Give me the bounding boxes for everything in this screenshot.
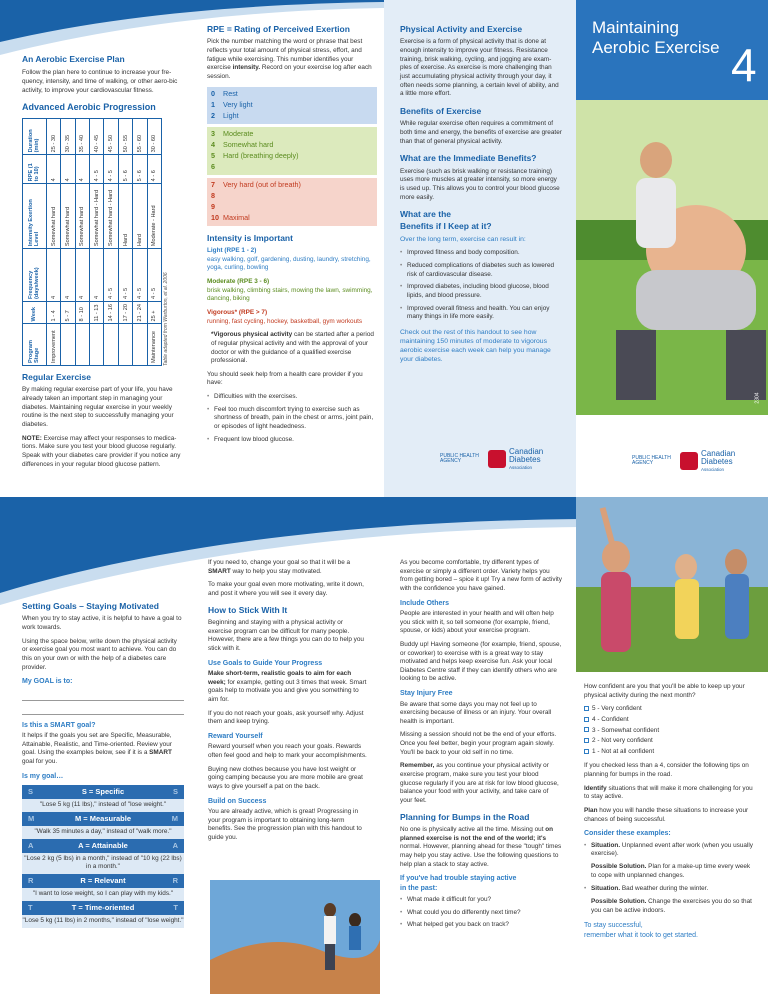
is-my-goal: Is my goal… (22, 772, 64, 780)
cda-logo-icon (488, 450, 506, 468)
rpe-number: 10 (211, 213, 219, 223)
confidence-option[interactable] (584, 748, 754, 757)
partner-logo: PUBLIC HEALTH AGENCY (440, 452, 479, 465)
situation-2: • Situation. Bad weather during the winter. (584, 885, 754, 894)
progression-table (22, 118, 162, 366)
rpe-number: 2 (211, 111, 215, 121)
rpe-row (207, 89, 377, 100)
table-cell: 4 (46, 249, 60, 302)
smart-title: A = Attainable (78, 840, 128, 850)
use-goals-text: Make short-term, realistic goals to aim for each week; for example, getting out 3 times that week. Smart goals help to motivate you and give you something to aim for. (208, 670, 367, 703)
smart-letter-left: A (28, 840, 34, 850)
solution-2: Possible Solution. Change the exercises you do so that you can be active indoors. (591, 897, 752, 914)
logo-pa: PUBLIC HEALTH AGENCY Canadian Diabetes Association (440, 447, 544, 471)
progression-source: Table adapted from Warburton, et al. 2006 (163, 272, 169, 366)
goal-line-2[interactable] (22, 701, 184, 715)
injury-text-2: Missing a session should not be the end of your efforts. Once you feel better, begin your program again slowly. You'll be back to your old self in no time. (400, 731, 557, 756)
smart-letter-left: S (28, 787, 34, 797)
confidence-label: 3 - Somewhat confident (592, 726, 660, 734)
rpe-label: Moderate (223, 129, 254, 139)
table-cell: 5 - 7 (61, 302, 75, 324)
confidence-question: How confident are you that you'll be able to keep up your physical activity during the next month? (584, 683, 745, 699)
others-text-2: Buddy up! Having someone (for example, friend, spouse, or coworker) to exercise with is a great way to stay motivated and helps keep exercise fun. Ask your local Diabetes Centre staff if they can identify others who are looking to be active. (400, 640, 562, 683)
doc-code: 2304 (754, 392, 761, 404)
table-cell (75, 324, 89, 366)
plan-title: An Aerobic Exercise Plan (22, 54, 125, 64)
table-cell: 4 (75, 155, 89, 184)
regular-note: NOTE: Exercise may affect your responses to medica-tions. Make sure you test your blood glucose regularly. Speak with your diabetes care provider if you notice any differences in your regular blood glucose pattern. (22, 434, 181, 468)
others-title: Include Others (400, 599, 450, 607)
immediate-text: Exercise (such as brisk walking or resistance training) uses more muscles at greater intensity, so more energy is used up. This allows you to control your blood glucose more easily. (400, 167, 560, 201)
table-header-row (23, 119, 47, 366)
smart-title: R = Relevant (80, 876, 126, 886)
smart-heading (22, 901, 184, 915)
keep-list (400, 249, 562, 321)
rpe-row (207, 162, 377, 173)
table-cell: Moderate - Hard (147, 184, 161, 249)
reward-text-2: Buying new clothes because you have lost weight or going camping because you are more mobile are great ways to give yourself a pat on the back. (208, 765, 363, 790)
keep-item: • Reduced complications of diabetes such as lowered risk of cardiovascular disease. (400, 262, 562, 279)
intensity-title: Intensity is Important (207, 232, 293, 243)
rpe-number: 7 (211, 180, 215, 190)
cover-panel (576, 0, 768, 497)
rpe-number: 9 (211, 202, 215, 212)
table-cell: 45 - 50 (104, 119, 118, 155)
goals-p2: Using the space below, write down the physical activity or exercise goal you most want to achieve. You can do this on your own or with the help of a diabetes care provider. (22, 637, 177, 671)
table-cell: 4 (90, 249, 104, 302)
regular-section (22, 372, 188, 474)
rpe-label: Somewhat hard (223, 140, 274, 150)
confidence-label: 5 - Very confident (592, 705, 642, 713)
plan-text: Plan how you will handle these situations to increase your chances of being successful. (584, 807, 749, 823)
table-cell: 35 - 40 (75, 119, 89, 155)
table-header-cell: Week (23, 302, 47, 324)
rpe-label: Light (223, 111, 239, 121)
table-header-cell: Program Stage (23, 324, 47, 366)
injury-text-1: Be aware that some days you may not feel up to exercising because of illness or an injury. Your overall health is important. (400, 700, 552, 725)
rpe-group-vigorous (207, 178, 377, 226)
confidence-option[interactable] (584, 705, 754, 714)
table-cell: 30 - 60 (147, 119, 161, 155)
checkbox[interactable] (584, 727, 589, 732)
keep-item: • Improved fitness and body composition. (400, 249, 562, 258)
stick-p1: Beginning and staying with a physical activity or exercise program can be difficult for many people. However, there are a few things you can do to help you stick with it. (208, 619, 364, 652)
table-row (61, 119, 75, 366)
trouble-item: • What helped get you back on track? (400, 921, 562, 930)
stick-intro: If you need to, change your goal so that it will be a SMART way to help you stay motivated. (208, 559, 351, 575)
use-goals-title: Use Goals to Guide Your Progress (208, 659, 323, 667)
table-cell (118, 324, 132, 366)
table-row (133, 119, 147, 366)
rpe-number: 3 (211, 129, 215, 139)
stick-section (208, 559, 368, 848)
rpe-label: Hard (breathing deeply) (223, 151, 299, 161)
table-cell: 4 (61, 249, 75, 302)
rpe-number: 8 (211, 191, 215, 201)
pa-cta: Check out the rest of this handout to see how maintaining 150 minutes of moderate to vigorous aerobic exercise each week can help you manage your diabetes. (400, 328, 551, 364)
rpe-number: 1 (211, 100, 215, 110)
trouble-title-2: in the past: (400, 884, 438, 892)
trouble-title-1: If you've had trouble staying active (400, 875, 517, 883)
smart-letter-right: A (172, 840, 178, 850)
examples-list (584, 842, 754, 859)
mid-section (400, 559, 562, 934)
rpe-row (207, 100, 377, 111)
examples-title: Consider these examples: (584, 830, 671, 838)
seek-item: • Feel too much discomfort trying to exercise such as shortness of breath, pain in the chest or arms, joint pain, or episodes of light headedness. (207, 406, 377, 432)
stick-title: How to Stick With It (208, 604, 288, 615)
smart-letter-right: M (171, 813, 178, 823)
reward-text-1: Reward yourself when you reach your goals. Rewards often feel good and help to mark your accomplishments. (208, 743, 367, 759)
rpe-row (207, 202, 377, 213)
table-header-cell: RPE (1 to 10) (23, 155, 47, 184)
rpe-number: 4 (211, 140, 215, 150)
table-cell: 1 - 4 (46, 302, 60, 324)
table-header-cell: Intensity Exertion Level (23, 184, 47, 249)
table-row (75, 119, 89, 366)
table-cell: 14 - 16 (104, 302, 118, 324)
stick-intro-2: To make your goal even more motivating, write it down, and post it where you will see it every day. (208, 581, 364, 597)
bumps-text: No one is physically active all the time. Missing out on planned exercise is not the end of the world; it's normal. However, planning ahead for these "tough" times may help you stay active. Use the following questions to help plan a stack to stay active. (400, 826, 562, 868)
rpe-row (207, 111, 377, 122)
table-cell: 4 (46, 155, 60, 184)
seek-help: You should seek help from a health care provider if you have: (207, 370, 363, 387)
benefits-title: Benefits of Exercise (400, 105, 482, 116)
identify-text: Identify situations that will make it more challenging for you to stay active. (584, 784, 753, 801)
table-cell: 11 - 13 (90, 302, 104, 324)
seek-list (207, 393, 377, 444)
rpe-row (207, 191, 377, 202)
confidence-label: 2 - Not very confident (592, 737, 653, 745)
situation-1: • Situation. Unplanned event after work (when you usually exercise). (584, 842, 754, 859)
smart-letter-left: M (28, 813, 35, 823)
plan-text: Follow the plan here to continue to increase your fre-quency, intensity, and time of walking, or other aero-bic activity, to improve your cardiovascular fitness. (22, 69, 178, 94)
table-cell: 8 - 10 (75, 302, 89, 324)
keep-title-2: Benefits if I Keep at it? (400, 220, 492, 231)
table-row (46, 119, 60, 366)
rpe-title: RPE = Rating of Perceived Exertion (207, 24, 350, 34)
use-goals-text-2: If you do not reach your goals, ask yourself why. Adjust them and keep trying. (208, 709, 364, 726)
table-cell: Somewhat hard (61, 184, 75, 249)
table-cell: Improvement (46, 324, 60, 366)
table-row (104, 119, 118, 366)
trouble-item: • What could you do differently next time? (400, 909, 562, 918)
smart-list (22, 785, 184, 927)
goals-title: Setting Goals – Staying Motivated (22, 601, 159, 611)
smart-example: "Walk 35 minutes a day," instead of "walk more." (22, 826, 184, 839)
table-cell (104, 324, 118, 366)
table-cell (133, 324, 147, 366)
confidence-label: 1 - Not at all confident (592, 747, 655, 755)
goals-section (22, 601, 184, 928)
table-cell: 21 - 24 (133, 302, 147, 324)
solution-1: Possible Solution. Plan for a make-up time every week to cope with unplanned changes. (591, 863, 751, 879)
intensity-light: easy walking, golf, gardening, dusting, laundry, stretching, yoga, curling, bowling (207, 255, 371, 272)
rpe-row (207, 140, 377, 151)
rpe-number: 6 (211, 162, 215, 172)
cover-title: Maintaining Aerobic Exercise (592, 18, 720, 58)
cda-logo-icon (680, 452, 698, 470)
smart-title: S = Specific (81, 787, 125, 797)
smart-question: Is this a SMART goal? (22, 721, 96, 729)
smart-example: "Lose 2 kg (5 lbs) in a month," instead of "10 kg (22 lbs) in a month." (22, 853, 184, 874)
smart-letter-left: R (28, 876, 34, 886)
rpe-section (207, 24, 377, 448)
rpe-label: Very light (223, 100, 253, 110)
table-cell: 5 - 6 (133, 155, 147, 184)
goals-p1: When you try to stay active, it is helpful to have a goal to work towards. (22, 615, 182, 632)
table-cell: Somewhat hard - Hard (90, 184, 104, 249)
table-header-cell: Duration (min) (23, 119, 47, 155)
injury-title: Stay Injury Free (400, 690, 453, 698)
checkbox[interactable] (584, 749, 589, 754)
progression-title: Advanced Aerobic Progression (22, 102, 156, 113)
smart-example: "Lose 5 kg (11 lbs) in 2 months," instead of "lose weight." (22, 915, 184, 928)
table-cell: Somewhat hard (46, 184, 60, 249)
table-cell (61, 324, 75, 366)
smart-heading (22, 874, 184, 888)
smart-heading (22, 839, 184, 853)
others-text-1: People are interested in your health and will often help you stick with it, so tell someone (for example, friend, spouse, or kids) about your exercise program. (400, 610, 554, 635)
smart-letter-right: T (173, 902, 178, 912)
table-row (147, 119, 161, 366)
table-row (118, 119, 132, 366)
bumps-title: Planning for Bumps in the Road (400, 811, 530, 822)
table-row (90, 119, 104, 366)
confidence-scale (584, 705, 754, 756)
immediate-title: What are the Immediate Benefits? (400, 153, 537, 164)
table-cell: Somewhat hard (75, 184, 89, 249)
keep-intro: Over the long term, exercise can result in: (400, 236, 526, 244)
confidence-option[interactable] (584, 727, 754, 736)
vigorous-note: *Vigorous physical activity can be started after a period of regular physical activity and with the approval of your doctor or with the guidance of a qualified exercise professional. (211, 331, 374, 365)
table-cell: 4 - 5 (118, 249, 132, 302)
smart-title: T = Time-oriented (71, 902, 135, 912)
variety-text: As you become comfortable, try different types of exercise or simply a different order. Variety helps you from getting bored – spice it up! Try a new form of activity with the confidence you have gained. (400, 559, 562, 592)
my-goal-label: My GOAL is to: (22, 678, 73, 686)
table-cell: 25 - 30 (46, 119, 60, 155)
logo-cover: PUBLIC HEALTH AGENCY Canadian Diabetes Association (632, 449, 736, 473)
rpe-label: Very hard (out of breath) (223, 180, 301, 190)
table-cell: 25 + (147, 302, 161, 324)
table-cell: 50 - 55 (118, 119, 132, 155)
rpe-row (207, 129, 377, 140)
confidence-option[interactable] (584, 716, 754, 725)
table-cell: 4 - 5 (104, 249, 118, 302)
table-cell: 17 - 20 (118, 302, 132, 324)
table-cell (90, 324, 104, 366)
trouble-list (400, 896, 562, 930)
class-photo (576, 497, 768, 672)
table-cell: 4 (75, 249, 89, 302)
checkbox[interactable] (584, 738, 589, 743)
smart-text: It helps if the goals you set are Specific, Measurable, Attainable, Realistic, and Time-oriented. Review your goal. Using the examples below, see if it is a SMART goal for you. (22, 732, 172, 766)
seek-item: • Difficulties with the exercises. (207, 393, 377, 402)
intensity-vig-label: Vigorous* (RPE > 7) (207, 308, 268, 316)
rpe-group-light (207, 87, 377, 124)
confidence-section (584, 683, 754, 940)
rpe-group-moderate (207, 127, 377, 175)
reward-title: Reward Yourself (208, 732, 263, 740)
smart-title: M = Measurable (74, 813, 132, 823)
smart-letter-left: T (28, 902, 33, 912)
progression-table-wrap (22, 118, 172, 366)
build-title: Build on Success (208, 797, 267, 805)
injury-text-3: Remember, as you continue your physical activity or exercise program, make sure you test your blood glucose regularly if you are at risk for low blood glucose, balance your food with your activity, and take care of your feet. (400, 762, 559, 804)
table-cell: 4 (61, 155, 75, 184)
smart-letter-right: S (172, 787, 178, 797)
table-cell: 4 - 5 (147, 249, 161, 302)
table-cell: 4 - 5 (133, 249, 147, 302)
rpe-number: 5 (211, 151, 215, 161)
closing-text: To stay successful, remember what it took to get started. (584, 922, 698, 939)
seek-item: • Frequent low blood glucose. (207, 436, 377, 445)
cover-number: 4 (731, 39, 757, 91)
goal-line-1[interactable] (22, 687, 184, 701)
checkbox[interactable] (584, 706, 589, 711)
build-text: You are already active, which is great! Progressing in your program is important to obtaining long-term benefits. See the progression plan with this handout to guide you. (208, 807, 362, 841)
hiking-photo (210, 880, 380, 994)
rpe-label: Rest (223, 89, 238, 99)
table-cell: 4 - 5 (90, 155, 104, 184)
keep-item: • Improved diabetes, including blood glucose, blood lipids, and blood pressure. (400, 283, 562, 300)
intensity-mod-label: Moderate (RPE 3 - 6) (207, 278, 270, 286)
rpe-row (207, 180, 377, 191)
smart-heading (22, 812, 184, 826)
table-cell: Hard (118, 184, 132, 249)
table-cell: 55 - 60 (133, 119, 147, 155)
smart-example: "Lose 5 kg (11 lbs)," instead of "lose weight." (22, 799, 184, 812)
plan-section (22, 54, 188, 118)
pa-section (400, 24, 562, 370)
confidence-p1: If you checked less than a 4, consider the following tips on planning for bumps in the road. (584, 762, 749, 779)
rpe-row (207, 213, 377, 224)
panel-bottom (0, 497, 768, 994)
benefits-text: While regular exercise often requires a commitment of both time and energy, the benefits of exercise are greater than that of general physical activity. (400, 120, 562, 145)
smart-heading (22, 785, 184, 799)
table-cell: Hard (133, 184, 147, 249)
intensity-vig: running, fast cycling, hockey, basketball, gym workouts (207, 317, 363, 325)
table-cell: Maintenance (147, 324, 161, 366)
rpe-text: Pick the number matching the word or phrase that best reflects your total amount of physical stress, effort, and fatigue while exercising. This number identifies your exercise intensity. Record on your exercise log after each session. (207, 38, 372, 81)
smart-letter-right: R (172, 876, 178, 886)
table-cell: Somewhat hard - Hard (104, 184, 118, 249)
table-cell: 40 - 45 (90, 119, 104, 155)
smart-example: "I want to lose weight, so I can play with my kids." (22, 888, 184, 901)
table-header-cell: Frequency (days/week) (23, 249, 47, 302)
confidence-option[interactable] (584, 737, 754, 746)
table-cell: 4 - 5 (104, 155, 118, 184)
keep-title-1: What are the (400, 209, 452, 220)
rpe-number: 0 (211, 89, 215, 99)
confidence-label: 4 - Confident (592, 715, 629, 723)
table-cell: 5 - 6 (118, 155, 132, 184)
cover-photo (576, 100, 768, 415)
regular-title: Regular Exercise (22, 372, 91, 382)
pa-text: Exercise is a form of physical activity that is done at enough intensity to improve your fitness. Resistance training, brisk walking, cycling, and jogging are exam-ples of exercise. As exercise is more challenging than just accumulating physical activity through your day, it often needs some planning, a certain level of ability, and a little more effort. (400, 38, 559, 98)
pa-title: Physical Activity and Exercise (400, 24, 523, 34)
keep-item: • Improved overall fitness and health. You can enjoy many things in life more easily. (400, 305, 562, 322)
table-cell: 30 - 35 (61, 119, 75, 155)
trouble-item: • What made it difficult for you? (400, 896, 562, 905)
intensity-mod: brisk walking, climbing stairs, mowing the lawn, swimming, dancing, biking (207, 286, 373, 303)
checkbox[interactable] (584, 717, 589, 722)
rpe-row (207, 151, 377, 162)
intensity-light-label: Light (RPE 1 - 2) (207, 247, 257, 255)
regular-text: By making regular exercise part of your life, you have already taken an important step in managing your diabetes. Maintaining regular exercise in your weekly routine is the next step to successfully managing your diabetes. (22, 386, 174, 429)
table-cell: 4 - 6 (147, 155, 161, 184)
rpe-label: Maximal (223, 213, 250, 223)
